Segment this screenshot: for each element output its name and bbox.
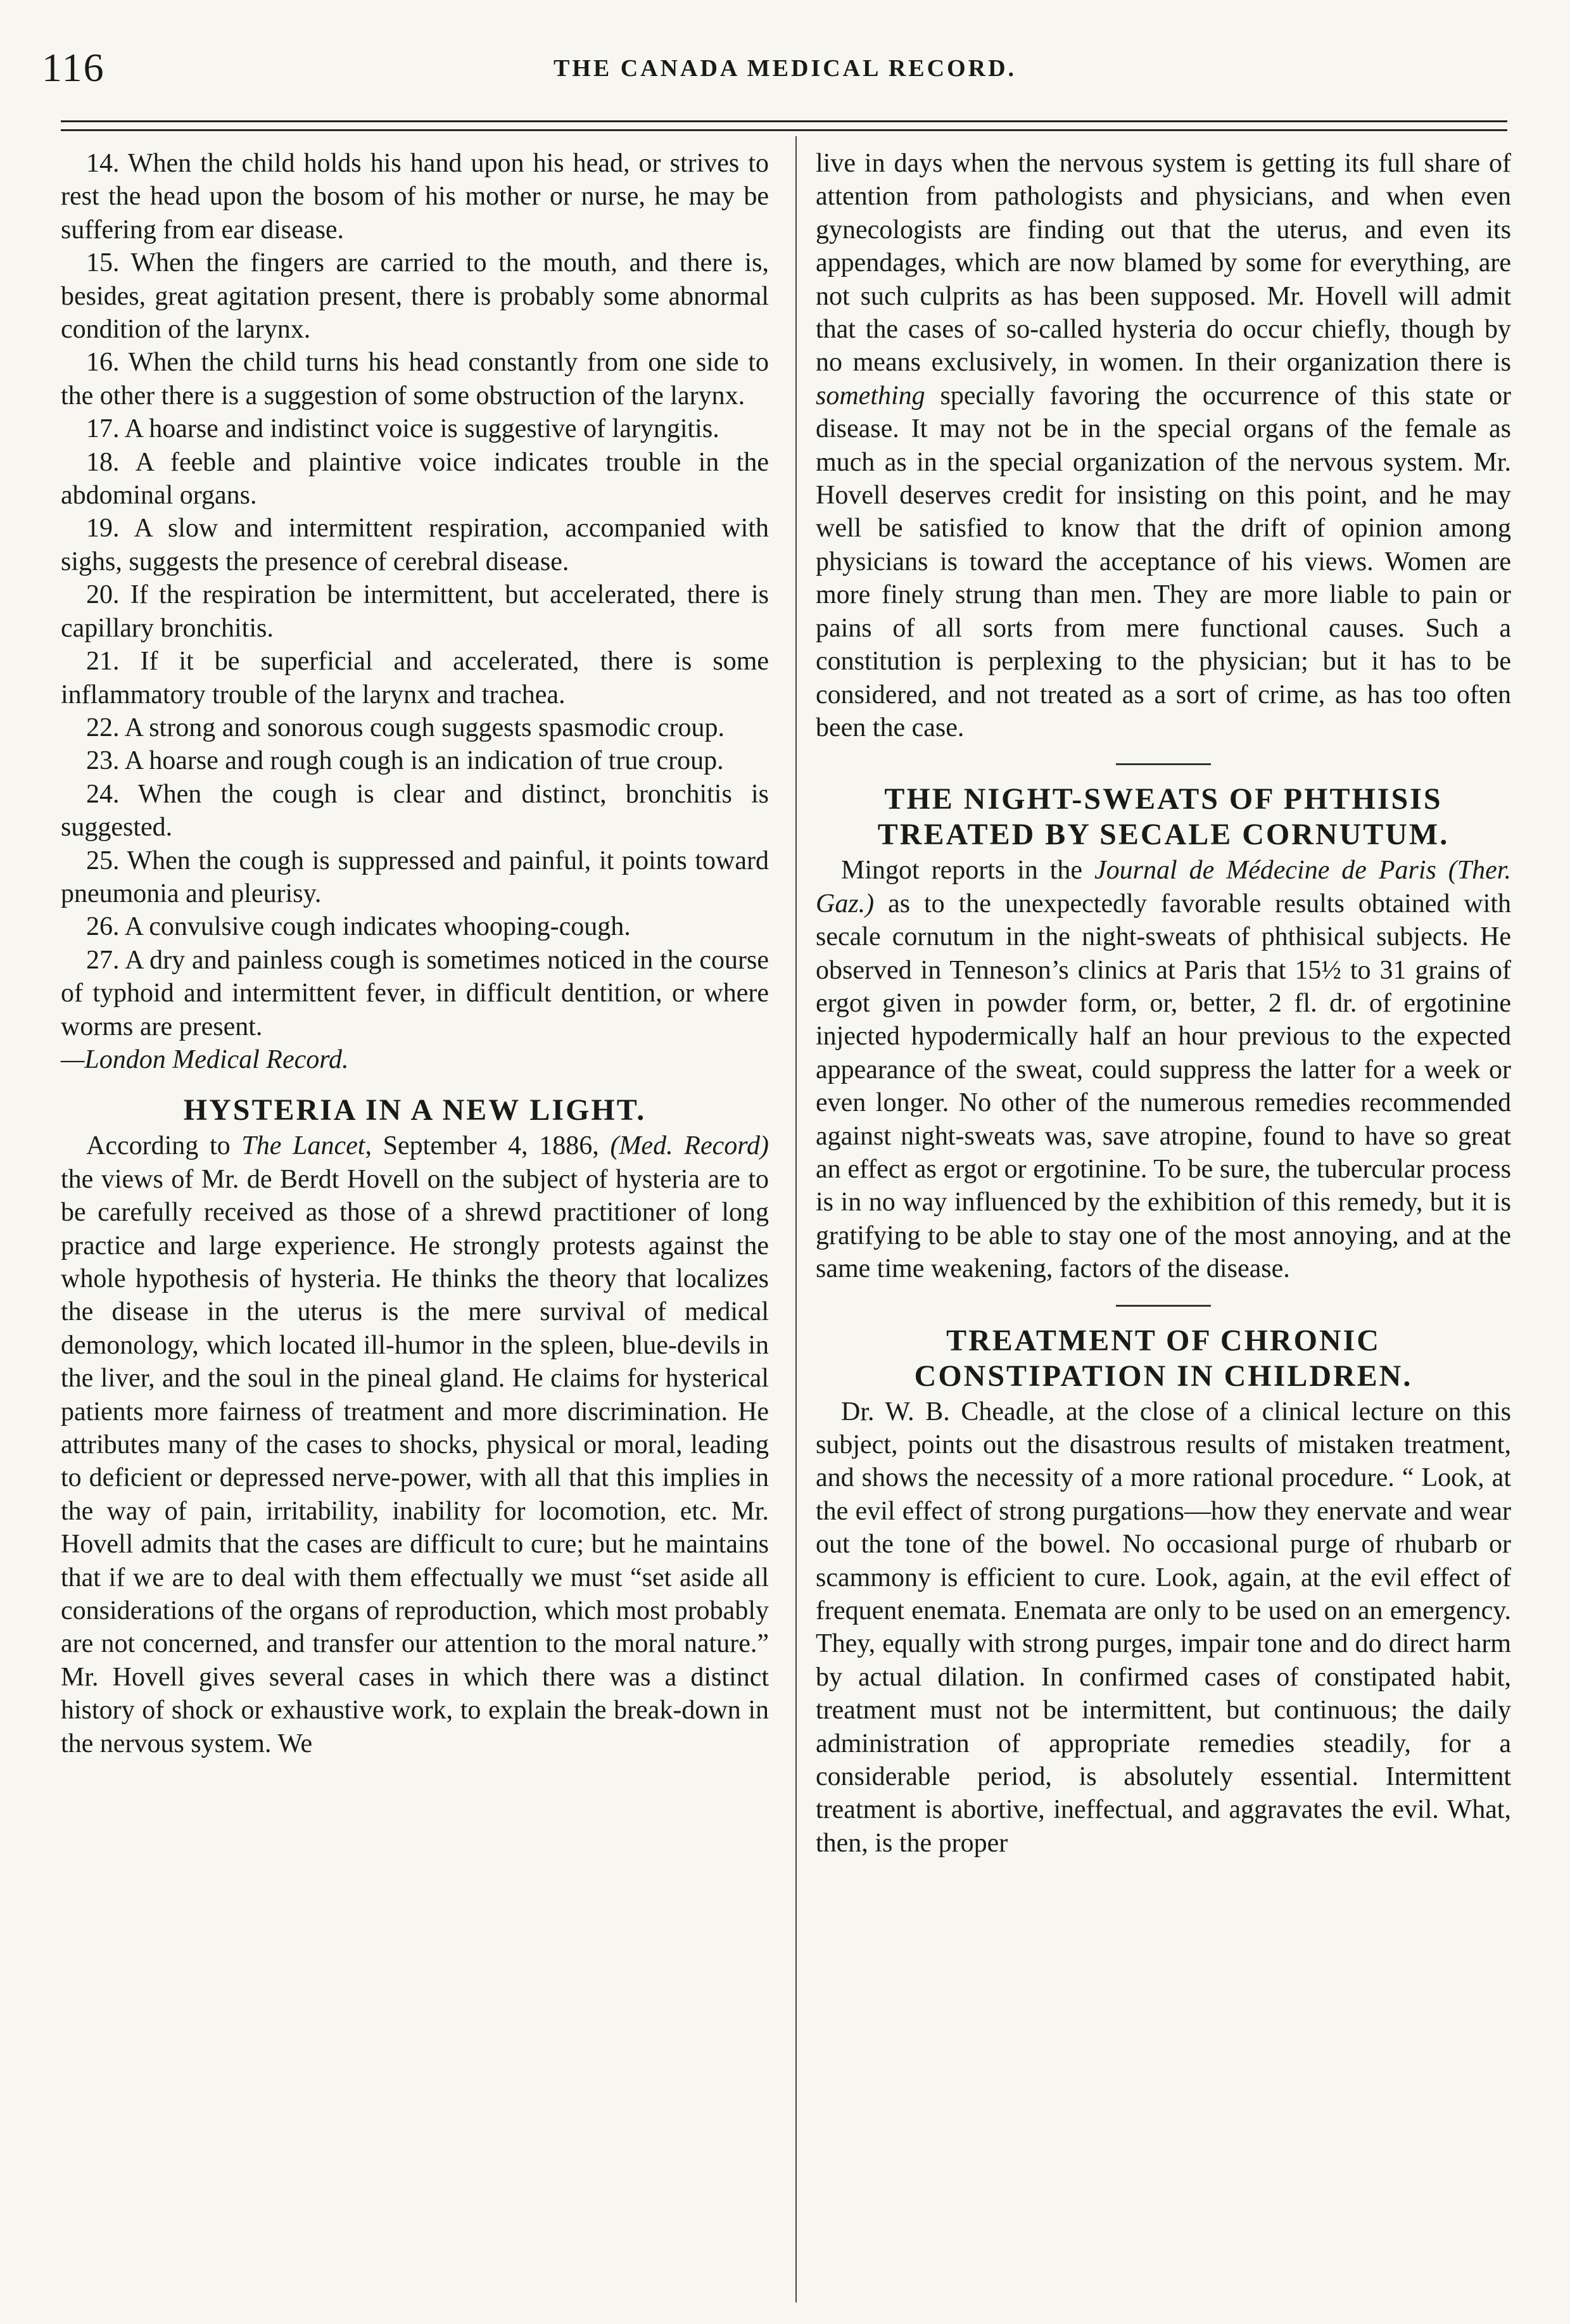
list-item: 14. When the child holds his hand upon his head, or strives to rest the head upon the bosom of his mother or nurse, he may be suffering from ear disease.	[61, 149, 769, 244]
article-heading-hysteria: HYSTERIA IN A NEW LIGHT.	[183, 1093, 647, 1127]
right-column	[816, 147, 1511, 1860]
page-number: 116	[42, 45, 105, 90]
list-item: 15. When the fingers are carried to the mouth, and there is, besides, great agitation present, there is probably some abnormal condition of the larynx.	[61, 248, 769, 345]
article-heading-constipation: TREATMENT OF CHRONIC CONSTIPATION IN CHILDREN.	[914, 1323, 1413, 1393]
section-divider	[1116, 1305, 1211, 1307]
source-citation: —London Medical Record.	[61, 1045, 349, 1074]
list-item: 27. A dry and painless cough is sometimes noticed in the course of typhoid and intermittent fever, in difficult dentition, or where worms are present.	[61, 945, 769, 1041]
article-continuation: live in days when the nervous system is getting its full share of attention from pathologists and physicians, and when even gynecologists are finding out that the uterus, and even its appendages, which are now blamed by some for everything, are not such culprits as has been supposed. Mr. Hovell will admit that the cases of so-called hysteria do occur chiefly, though by no means exclusively, in women. In their organization there is something specially favoring the occurrence of this state or disease. It may not be in the special organs of the female as much as in the special organization of the nervous system. Mr. Hovell deserves credit for insisting on this point, and he may well be satisfied to know that the drift of opinion among physicians is toward the acceptance of his views. Women are more finely strung than men. They are more liable to pain or pains of all sorts from mere functional causes. Such a constitution is perplexing to the physician; but it has to be considered, and not treated as a sort of crime, as has too often been the case.	[816, 149, 1511, 742]
list-item: 20. If the respiration be intermittent, but accelerated, there is capillary bronchitis.	[61, 580, 769, 643]
column-divider	[795, 136, 797, 2302]
list-item: 21. If it be superficial and accelerated, there is some inflammatory trouble of the larynx and trachea.	[61, 647, 769, 709]
running-head: THE CANADA MEDICAL RECORD.	[553, 55, 1017, 82]
list-item: 19. A slow and intermittent respiration, accompanied with sighs, suggests the presence of cerebral disease.	[61, 514, 769, 576]
left-column	[61, 147, 769, 1760]
article-heading-night-sweats: THE NIGHT-SWEATS OF PHTHISIS TREATED BY SECALE CORNUTUM.	[877, 782, 1450, 852]
list-item: 22. A strong and sonorous cough suggests spasmodic croup.	[86, 713, 725, 742]
list-item: 25. When the cough is suppressed and painful, it points toward pneumonia and pleurisy.	[61, 846, 769, 908]
list-item: 16. When the child turns his head constantly from one side to the other there is a suggestion of some obstruction of the larynx.	[61, 348, 769, 410]
list-item: 17. A hoarse and indistinct voice is suggestive of laryngitis.	[86, 414, 719, 444]
article-body-constipation: Dr. W. B. Cheadle, at the close of a clinical lecture on this subject, points out the disastrous results of mistaken treatment, and shows the necessity of a more rational procedure. “ Look, at the evil effect of strong purgations—how they enervate and wear out the tone of the bowel. No occasional purge of rhubarb or scammony is efficient to cure. Look, again, at the evil effect of frequent enemata. Enemata are only to be used on an emergency. They, equally with strong purges, impair tone and do direct harm by actual dilation. In confirmed cases of constipated habit, treatment must not be intermittent, but continuous; the daily administration of appropriate remedies steadily, for a considerable period, is absolutely essential. Intermittent treatment is abortive, ineffectual, and aggravates the evil. What, then, is the proper	[816, 1397, 1511, 1858]
section-divider	[1116, 763, 1211, 765]
header-rule-bottom	[61, 129, 1507, 131]
header-rule-top	[61, 120, 1507, 122]
list-item: 26. A convulsive cough indicates whooping-cough.	[86, 912, 631, 942]
list-item: 23. A hoarse and rough cough is an indication of true croup.	[86, 746, 724, 776]
list-item: 24. When the cough is clear and distinct, bronchitis is suggested.	[61, 779, 769, 842]
list-item: 18. A feeble and plaintive voice indicates trouble in the abdominal organs.	[61, 447, 769, 511]
article-body-night-sweats: Mingot reports in the Journal de Médecine de Paris (Ther. Gaz.) as to the unexpectedly favorable results obtained with secale cornutum in the night-sweats of phthisical subjects. He observed in Tenneson’s clinics at Paris that 15½ to 31 grains of ergot given in powder form, or, better, 2 fl. dr. of ergotinine injected hypodermically half an hour previous to the expected appearance of the sweat, could suppress the latter for a week or even longer. No other of the numerous remedies recommended against night-sweats was, save atropine, found to have so great an effect as ergot or ergotinine. To be sure, the tubercular process is in no way influenced by the exhibition of this remedy, but it is gratifying to be able to stay one of the most annoying, and at the same time weakening, factors of the disease.	[816, 856, 1511, 1284]
article-body-hysteria: According to The Lancet, September 4, 1886, (Med. Record) the views of Mr. de Berdt Hovell on the subject of hysteria are to be carefully received as those of a shrewd practitioner of long practice and large experience. He strongly protests against the whole hypothesis of hysteria. He thinks the theory that localizes the disease in the uterus is the mere survival of medical demonology, which located ill-humor in the spleen, blue-devils in the liver, and the soul in the pineal gland. He claims for hysterical patients more fairness of treatment and more discrimination. He attributes many of the cases to shocks, physical or moral, leading to deficient or depressed nerve-power, with all that this implies in the way of pain, irritability, inability for locomotion, etc. Mr. Hovell admits that the cases are difficult to cure; but he maintains that if we are to deal with them effectually we must “set aside all considerations of the organs of reproduction, which most probably are not concerned, and transfer our attention to the moral nature.” Mr. Hovell gives several cases in which there was a distinct history of shock or exhaustive work, to explain the break-down in the nervous system. We	[61, 1131, 769, 1758]
